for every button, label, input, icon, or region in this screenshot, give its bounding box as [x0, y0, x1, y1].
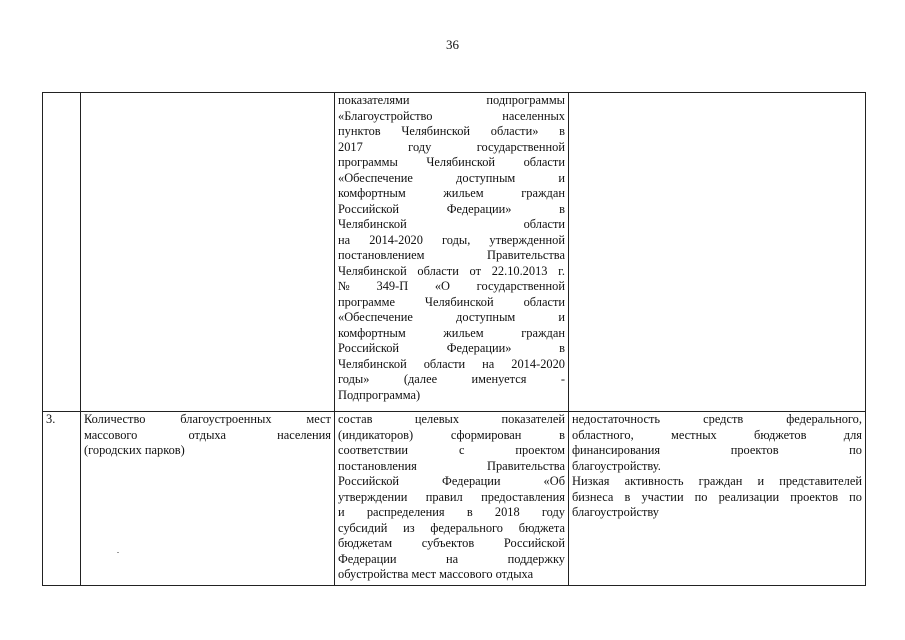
text-line: массового отдыха населения	[84, 427, 331, 442]
indicator-name-cell	[81, 93, 335, 412]
text-line: Челябинской области от 22.10.2013 г.	[338, 263, 565, 278]
text-line: и распределения в 2018 году	[338, 505, 565, 519]
page-number: 36	[446, 37, 459, 52]
text-line: показателями подпрограммы	[338, 93, 565, 107]
indicator-name-cell	[81, 412, 335, 586]
text-line: Челябинской области	[338, 217, 565, 231]
text-line: 2017 году государственной	[338, 139, 565, 154]
text-line: «Обеспечение доступным и	[338, 170, 565, 185]
text-line: субсидий из федерального бюджета	[338, 520, 565, 535]
text-line: Количество благоустроенных мест	[84, 412, 331, 426]
text-line: № 349-П «О государственной	[338, 279, 565, 293]
text-line: комфортным жильем граждан	[338, 186, 565, 200]
text-line: благоустройству	[572, 505, 659, 519]
text-line: утверждении правил предоставления	[338, 489, 565, 504]
text-line: обустройства мест массового отдыха	[338, 567, 534, 581]
text-line: (городских парков)	[84, 443, 185, 457]
text-line: годы» (далее именуется -	[338, 372, 565, 386]
text-line: соответствии с проектом	[338, 443, 565, 457]
text-line: благоустройству.	[572, 458, 661, 473]
text-line: «Обеспечение доступным и	[338, 310, 565, 324]
text-line: Российской Федерации» в	[338, 341, 565, 355]
text-line: комфортным жильем граждан	[338, 325, 565, 340]
text-line: на 2014-2020 годы, утвержденной	[338, 232, 565, 247]
text-line: Челябинской области на 2014-2020	[338, 356, 565, 371]
document-table	[42, 92, 866, 586]
text-line: недостаточность средств федерального,	[572, 412, 862, 426]
text-line: областного, местных бюджетов для	[572, 427, 862, 442]
basis-cell	[335, 93, 569, 412]
text-line: бизнеса в участии по реализации проектов по	[572, 489, 862, 504]
indicator-name-text	[84, 412, 331, 459]
text-line: программе Челябинской области	[338, 294, 565, 309]
text-line: финансирования проектов по	[572, 443, 862, 457]
scan-artifact	[117, 552, 119, 553]
table-row	[43, 93, 866, 412]
text-line: постановлением Правительства	[338, 248, 565, 262]
text-line: пунктов Челябинской области» в	[338, 124, 565, 138]
text-line: (индикаторов) сформирован в	[338, 427, 565, 442]
text-line: Подпрограмма)	[338, 387, 421, 402]
row-number-cell	[43, 93, 81, 412]
risk-cell	[569, 93, 866, 412]
text-line: Низкая активность граждан и представителей	[572, 474, 862, 488]
text-line: постановления Правительства	[338, 458, 565, 473]
text-line: Федерации на поддержку	[338, 551, 565, 566]
risk-text	[572, 412, 862, 521]
text-line: «Благоустройство населенных	[338, 108, 565, 123]
row-number: 3.	[46, 412, 56, 426]
basis-text	[338, 93, 565, 403]
text-line: бюджетам субъектов Российской	[338, 536, 565, 550]
risk-cell	[569, 412, 866, 586]
text-line: Российской Федерации «Об	[338, 474, 565, 488]
text-line: Российской Федерации» в	[338, 201, 565, 216]
table-row	[43, 412, 866, 586]
basis-cell	[335, 412, 569, 586]
text-line: программы Челябинской области	[338, 155, 565, 169]
text-line: состав целевых показателей	[338, 412, 565, 426]
basis-text	[338, 412, 565, 583]
row-number-cell	[43, 412, 81, 586]
